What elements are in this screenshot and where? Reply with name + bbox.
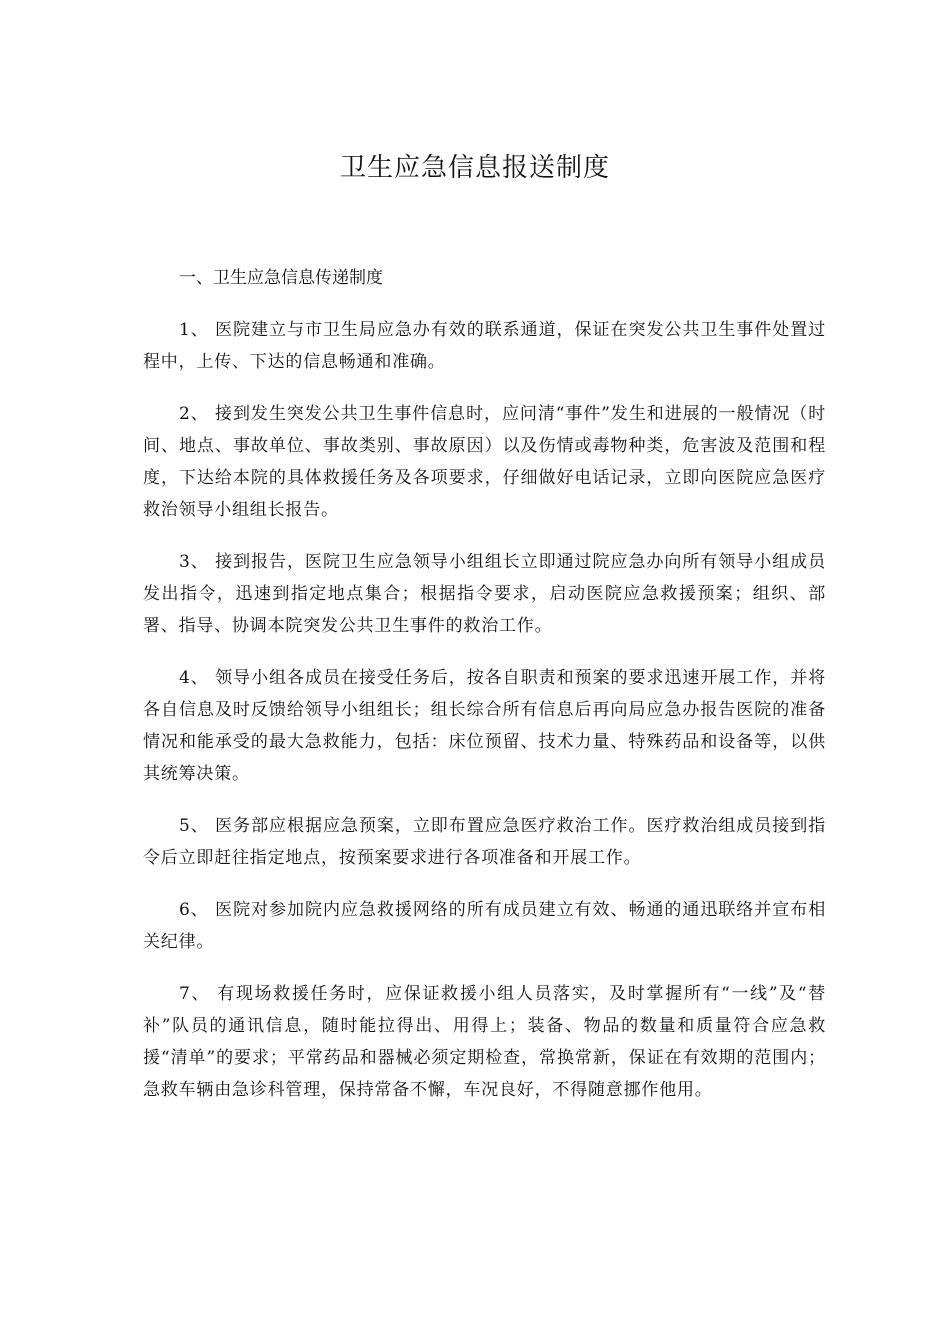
paragraph-7 xyxy=(143,978,826,1106)
paragraph-4-text: 4、 领导小组各成员在接受任务后，按各自职责和预案的要求迅速开展工作，并将各自信息及时反馈给领导小组组长；组长综合所有信息后再向局应急办报告医院的准备情况和能承受的最大急救能力，包括：床位预留、技术力量、特殊药品和设备等，以供其统筹决策。 xyxy=(143,668,826,784)
document-title: 卫生应急信息报送制度 xyxy=(339,153,610,183)
paragraph-3 xyxy=(143,546,826,642)
paragraph-1-text: 1、 医院建立与市卫生局应急办有效的联系通道，保证在突发公共卫生事件处置过程中，上传、下达的信息畅通和准确。 xyxy=(143,320,826,372)
paragraph-2-text: 2、 接到发生突发公共卫生事件信息时，应问清“事件”发生和进展的一般情况（时间、地点、事故单位、事故类别、事故原因）以及伤情或毒物种类，危害波及范围和程度，下达给本院的具体救援任务及各项要求，仔细做好电话记录，立即向医院应急医疗救治领导小组组长报告。 xyxy=(143,404,826,520)
paragraph-6 xyxy=(143,894,826,958)
paragraph-4 xyxy=(143,662,826,790)
paragraph-7-text: 7、 有现场救援任务时，应保证救援小组人员落实，及时掌握所有“一线”及“替补”队员的通讯信息，随时能拉得出、用得上；装备、物品的数量和质量符合应急救援“清单”的要求；平常药品和器械必须定期检查，常换常新，保证在有效期的范围内；急救车辆由急诊科管理，保持常备不懈，车况良好，不得随意挪作他用。 xyxy=(143,984,826,1100)
section-heading: 一、卫生应急信息传递制度 xyxy=(179,268,383,288)
paragraph-6-text: 6、 医院对参加院内应急救援网络的所有成员建立有效、畅通的通迅联络并宣布相关纪律。 xyxy=(143,900,826,952)
document-body xyxy=(143,262,826,1106)
paragraph-1 xyxy=(143,314,826,378)
paragraph-5 xyxy=(143,810,826,874)
paragraph-2 xyxy=(143,398,826,526)
paragraph-3-text: 3、 接到报告，医院卫生应急领导小组组长立即通过院应急办向所有领导小组成员发出指令，迅速到指定地点集合；根据指令要求，启动医院应急救援预案；组织、部署、指导、协调本院突发公共卫生事件的救治工作。 xyxy=(143,552,826,636)
paragraph-5-text: 5、 医务部应根据应急预案，立即布置应急医疗救治工作。医疗救治组成员接到指令后立即赶往指定地点，按预案要求进行各项准备和开展工作。 xyxy=(143,816,826,868)
